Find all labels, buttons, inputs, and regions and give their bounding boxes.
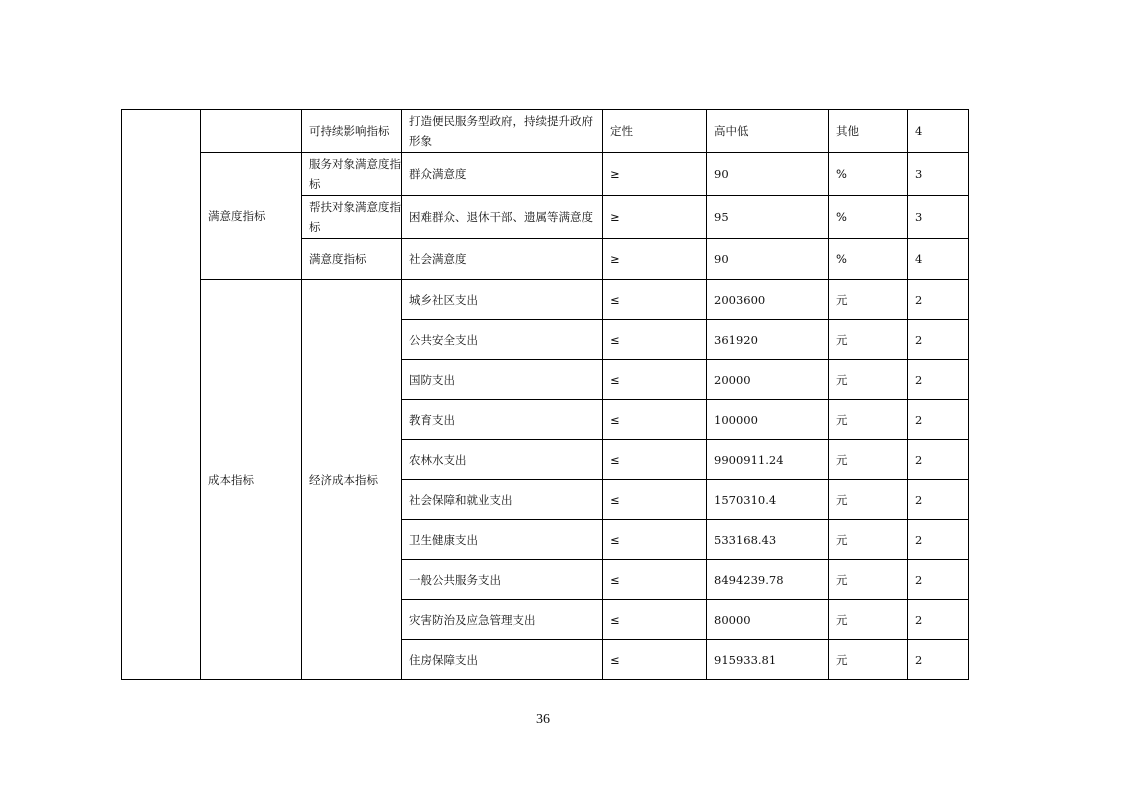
operator-cell: ≤ — [603, 520, 707, 560]
weight-cell: 2 — [908, 520, 969, 560]
operator-cell: 定性 — [603, 110, 707, 153]
target-value-cell: 90 — [707, 153, 829, 196]
weight-cell: 4 — [908, 239, 969, 280]
table-row — [122, 110, 969, 153]
weight-cell: 2 — [908, 320, 969, 360]
level3-indicator-cell: 可持续影响指标 — [302, 110, 402, 153]
weight-cell: 2 — [908, 640, 969, 680]
operator-cell: ≤ — [603, 480, 707, 520]
target-value-cell: 100000 — [707, 400, 829, 440]
operator-cell: ≤ — [603, 440, 707, 480]
weight-cell: 2 — [908, 600, 969, 640]
target-value-cell: 533168.43 — [707, 520, 829, 560]
unit-cell: 元 — [829, 400, 908, 440]
level2-indicator-cell — [201, 110, 302, 153]
target-value-cell: 95 — [707, 196, 829, 239]
weight-cell: 2 — [908, 560, 969, 600]
indicator-name-cell: 社会保障和就业支出 — [402, 480, 603, 520]
operator-cell: ≤ — [603, 320, 707, 360]
indicator-name-cell: 灾害防治及应急管理支出 — [402, 600, 603, 640]
operator-cell: ≥ — [603, 196, 707, 239]
indicator-name-cell: 卫生健康支出 — [402, 520, 603, 560]
indicator-name-cell: 城乡社区支出 — [402, 280, 603, 320]
indicator-name-cell: 住房保障支出 — [402, 640, 603, 680]
weight-cell: 2 — [908, 360, 969, 400]
page-number: 36 — [536, 712, 550, 727]
target-value-cell: 90 — [707, 239, 829, 280]
unit-cell: 元 — [829, 360, 908, 400]
table-row — [122, 280, 969, 320]
operator-cell: ≥ — [603, 153, 707, 196]
indicator-name-cell: 困难群众、退休干部、遗属等满意度 — [402, 196, 603, 239]
target-value-cell: 915933.81 — [707, 640, 829, 680]
weight-cell: 3 — [908, 153, 969, 196]
indicator-name-cell: 教育支出 — [402, 400, 603, 440]
unit-cell: 元 — [829, 520, 908, 560]
performance-indicator-table — [121, 109, 969, 680]
table-row — [122, 153, 969, 196]
operator-cell: ≤ — [603, 360, 707, 400]
weight-cell: 2 — [908, 440, 969, 480]
unit-cell: 元 — [829, 480, 908, 520]
unit-cell: 元 — [829, 600, 908, 640]
unit-cell: % — [829, 239, 908, 280]
weight-cell: 4 — [908, 110, 969, 153]
target-value-cell: 361920 — [707, 320, 829, 360]
operator-cell: ≤ — [603, 400, 707, 440]
unit-cell: 元 — [829, 440, 908, 480]
indicator-name-cell: 农林水支出 — [402, 440, 603, 480]
unit-cell: % — [829, 196, 908, 239]
weight-cell: 2 — [908, 400, 969, 440]
level3-indicator-cell: 帮扶对象满意度指标 — [302, 196, 402, 239]
weight-cell: 2 — [908, 480, 969, 520]
target-value-cell: 80000 — [707, 600, 829, 640]
target-value-cell: 9900911.24 — [707, 440, 829, 480]
target-value-cell: 1570310.4 — [707, 480, 829, 520]
indicator-name-cell: 一般公共服务支出 — [402, 560, 603, 600]
target-value-cell: 8494239.78 — [707, 560, 829, 600]
operator-cell: ≤ — [603, 600, 707, 640]
operator-cell: ≥ — [603, 239, 707, 280]
unit-cell: 元 — [829, 320, 908, 360]
level2-indicator-cell: 满意度指标 — [201, 153, 302, 280]
level1-indicator-cell — [122, 110, 201, 680]
indicator-name-cell: 国防支出 — [402, 360, 603, 400]
operator-cell: ≤ — [603, 560, 707, 600]
level3-indicator-cell: 满意度指标 — [302, 239, 402, 280]
indicator-name-cell: 打造便民服务型政府，持续提升政府形象 — [402, 110, 603, 153]
target-value-cell: 2003600 — [707, 280, 829, 320]
unit-cell: 元 — [829, 640, 908, 680]
unit-cell: 元 — [829, 280, 908, 320]
indicator-name-cell: 公共安全支出 — [402, 320, 603, 360]
operator-cell: ≤ — [603, 640, 707, 680]
unit-cell: 元 — [829, 560, 908, 600]
weight-cell: 2 — [908, 280, 969, 320]
level3-indicator-cell: 经济成本指标 — [302, 280, 402, 680]
unit-cell: 其他 — [829, 110, 908, 153]
level2-indicator-cell: 成本指标 — [201, 280, 302, 680]
level3-indicator-cell: 服务对象满意度指标 — [302, 153, 402, 196]
unit-cell: % — [829, 153, 908, 196]
target-value-cell: 20000 — [707, 360, 829, 400]
indicator-name-cell: 社会满意度 — [402, 239, 603, 280]
target-value-cell: 高中低 — [707, 110, 829, 153]
indicator-name-cell: 群众满意度 — [402, 153, 603, 196]
operator-cell: ≤ — [603, 280, 707, 320]
weight-cell: 3 — [908, 196, 969, 239]
